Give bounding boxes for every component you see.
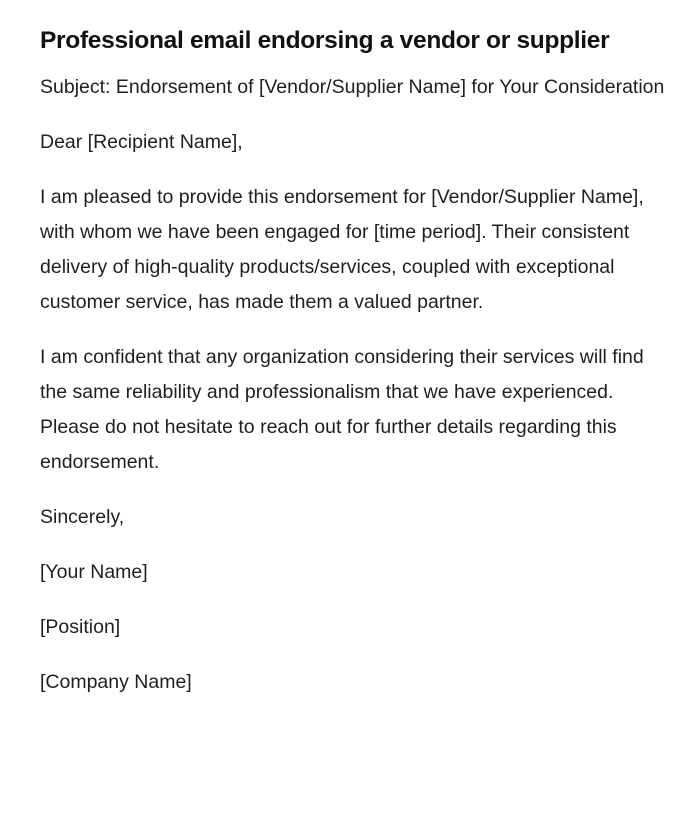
email-subject-line: Subject: Endorsement of [Vendor/Supplier Name] for Your Consideration: [40, 76, 665, 98]
email-body-paragraph-1: I am pleased to provide this endorsement for [Vendor/Supplier Name], with whom we have been engaged for [time period]. Their consistent delivery of high-quality products/services, coupled with exceptional customer service, has made them a valued partner.: [40, 186, 644, 313]
signature-position: [Position]: [40, 616, 121, 638]
email-closing: Sincerely,: [40, 506, 125, 528]
email-document: [40, 26, 670, 700]
signature-company: [Company Name]: [40, 671, 192, 693]
email-body-paragraph-2: I am confident that any organization considering their services will find the same reliability and professionalism that we have experienced. Please do not hesitate to reach out for further details regarding this endorsement.: [40, 346, 644, 473]
signature-name: [Your Name]: [40, 561, 148, 583]
email-greeting: Dear [Recipient Name],: [40, 131, 243, 153]
document-title: Professional email endorsing a vendor or supplier: [40, 27, 610, 54]
